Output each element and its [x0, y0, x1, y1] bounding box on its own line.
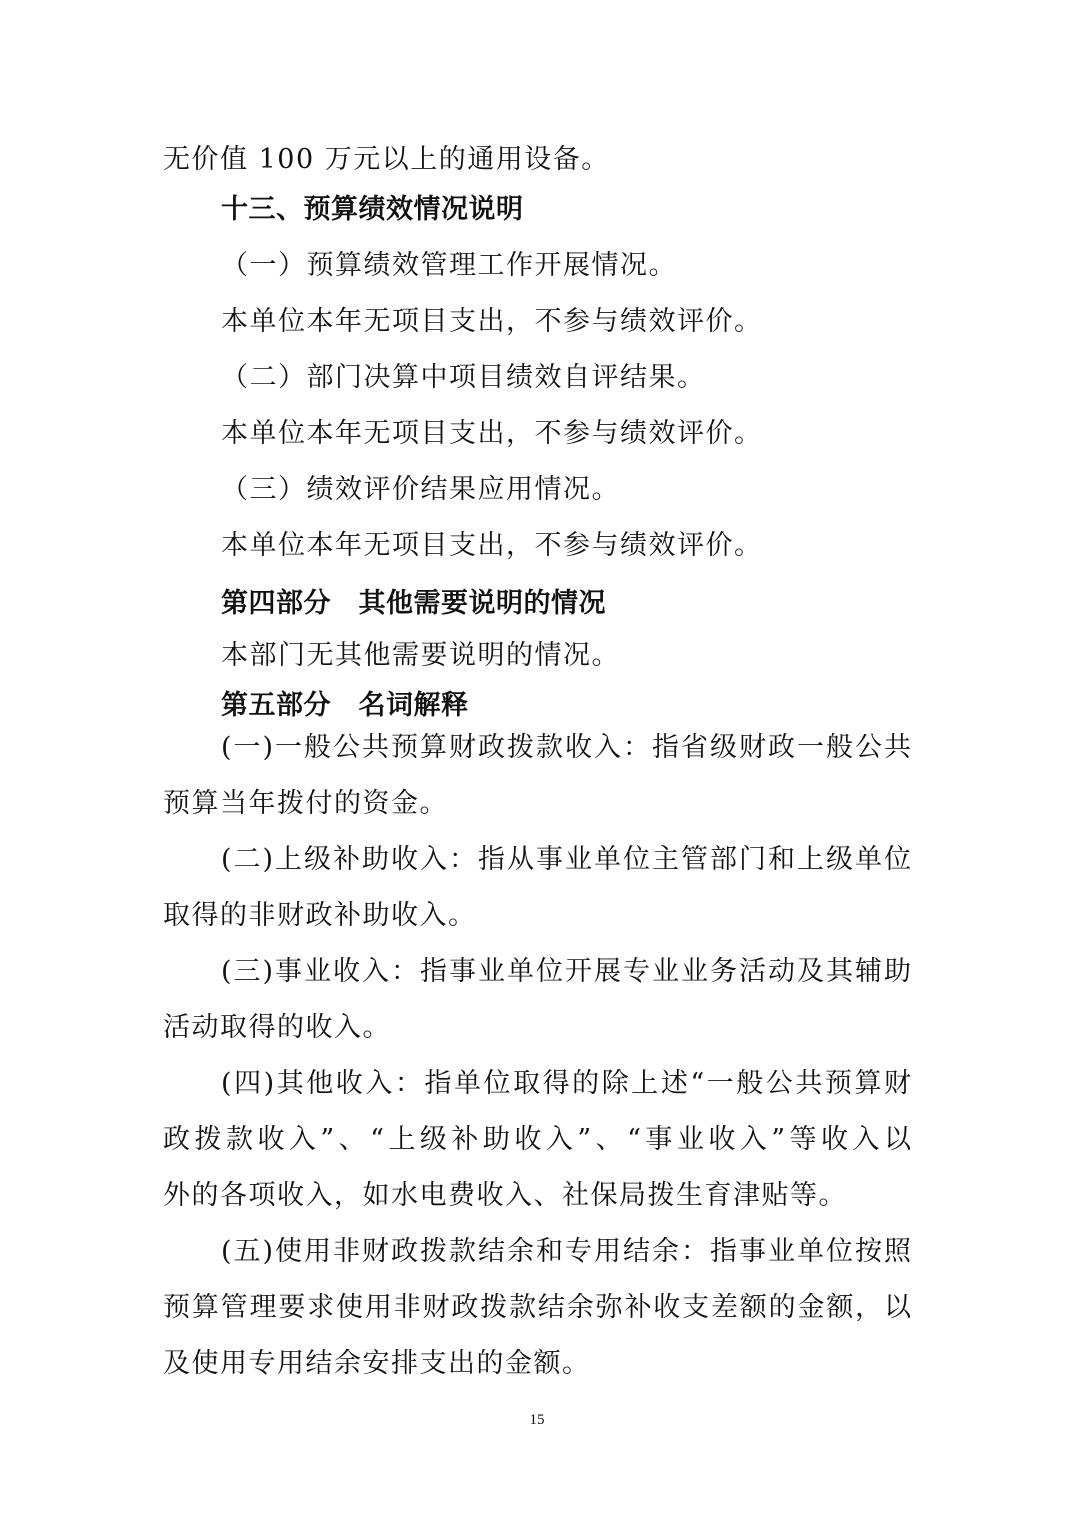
paragraph-line: 政拨款收入”、“上级补助收入”、“事业收入”等收入以: [163, 1124, 911, 1155]
paragraph-line: 及使用专用结余安排支出的金额。: [163, 1348, 591, 1379]
subsection-heading: （一）预算绩效管理工作开展情况。: [221, 250, 677, 281]
paragraph-line: 本单位本年无项目支出，不参与绩效评价。: [221, 418, 763, 449]
paragraph-line: 无价值 100 万元以上的通用设备。: [163, 144, 610, 175]
paragraph-line: 本部门无其他需要说明的情况。: [221, 640, 620, 671]
paragraph-line: 外的各项收入，如水电费收入、社保局拨生育津贴等。: [163, 1180, 847, 1211]
page-number: 15: [529, 1412, 545, 1428]
section-heading: 十三、预算绩效情况说明: [221, 194, 524, 225]
subsection-heading: （二）部门决算中项目绩效自评结果。: [221, 362, 706, 393]
paragraph-line: 活动取得的收入。: [163, 1012, 391, 1043]
part-heading: 第五部分 名词解释: [221, 690, 469, 721]
paragraph-line: 取得的非财政补助收入。: [163, 900, 477, 931]
paragraph-line: (四)其他收入：指单位取得的除上述“一般公共预算财: [221, 1068, 911, 1099]
paragraph-line: (三)事业收入：指事业单位开展专业业务活动及其辅助: [221, 956, 911, 987]
paragraph-line: 本单位本年无项目支出，不参与绩效评价。: [221, 530, 763, 561]
subsection-heading: （三）绩效评价结果应用情况。: [221, 474, 620, 505]
part-heading: 第四部分 其他需要说明的情况: [221, 588, 606, 619]
paragraph-line: 预算当年拨付的资金。: [163, 788, 448, 819]
paragraph-line: (五)使用非财政拨款结余和专用结余：指事业单位按照: [221, 1236, 911, 1267]
paragraph-line: 本单位本年无项目支出，不参与绩效评价。: [221, 306, 763, 337]
paragraph-line: 预算管理要求使用非财政拨款结余弥补收支差额的金额，以: [163, 1292, 911, 1323]
paragraph-line: (一)一般公共预算财政拨款收入：指省级财政一般公共: [221, 732, 911, 763]
paragraph-line: (二)上级补助收入：指从事业单位主管部门和上级单位: [221, 844, 911, 875]
